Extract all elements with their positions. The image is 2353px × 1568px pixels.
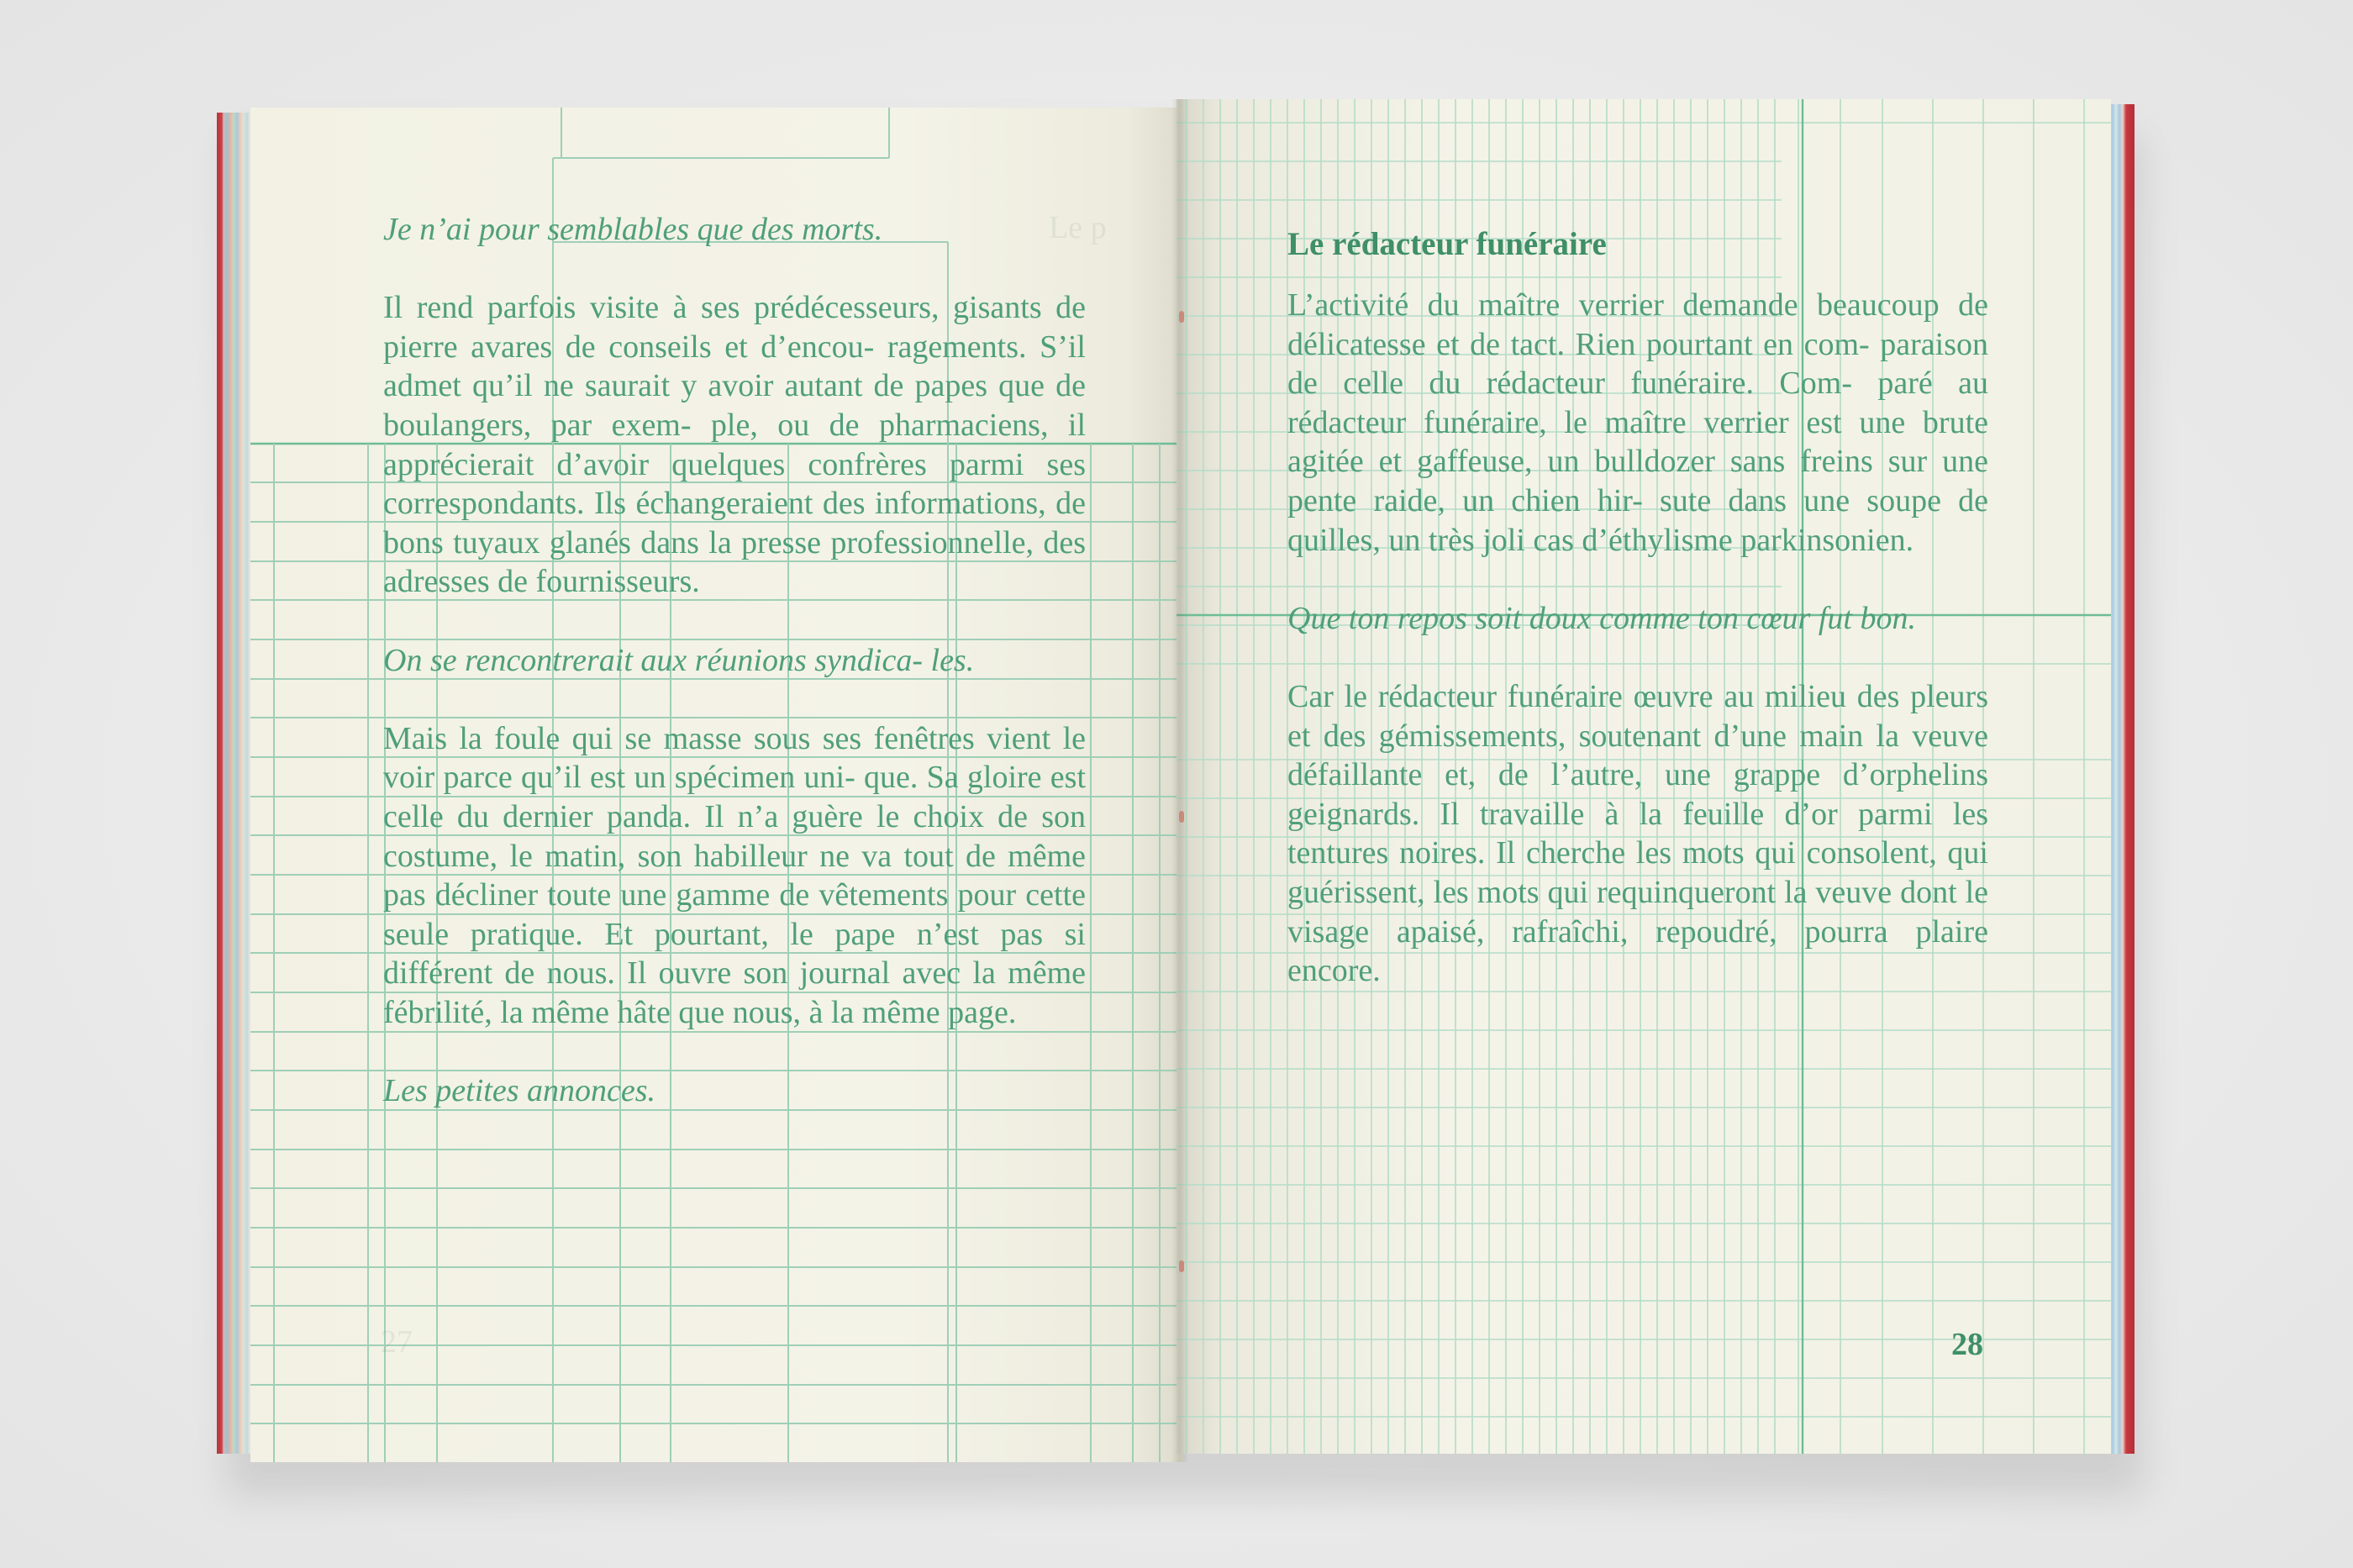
paragraph-spacer (1287, 638, 1988, 677)
left-paragraph-1: Il rend parfois visite à ses prédécesseurs, gisants de pierre avares de conseils et d’encou- ragements. S’il admet qu’il ne saurait y avoir autant de papes que de boulangers, par exem- ple, ou de pharmaciens, il apprécierait d’avoir quelques confrères parmi ses correspondants. Ils échangeraient des informations, de bons tuyaux glanés dans la presse professionnelle, des adresses de fournisseurs. (383, 290, 1086, 600)
book-gutter (1171, 99, 1188, 1462)
right-page (1176, 99, 2111, 1454)
show-through-text: Le p (1049, 210, 1107, 245)
paragraph-spacer (1287, 560, 1988, 599)
left-quote-2: On se rencontrerait aux réunions syndica- les. (383, 642, 975, 678)
left-page-text (383, 210, 1086, 1111)
right-paragraph-2: Car le rédacteur funéraire œuvre au milieu des pleurs et des gémissements, soutenant d’une main la veuve défaillante et, de l’autre, une grappe d’orphelins geignards. Il travaille à la feuille d’or parmi les tentures noires. Il cherche les mots qui consolent, qui guérissent, les mots qui requinqueront la veuve dont le visage apaisé, rafraîchi, repoudré, pourra plaire encore. (1287, 678, 1988, 989)
binding-stitch-top (1179, 311, 1184, 323)
binding-stitch-middle (1179, 811, 1184, 823)
right-quote: Que ton repos soit doux comme ton cœur fut bon. (1287, 600, 1916, 636)
left-quote-3: Les petites annonces. (383, 1073, 656, 1109)
right-page-heading: Le rédacteur funéraire (1287, 226, 1607, 262)
left-quote-1: Je n’ai pour semblables que des morts. (383, 212, 883, 247)
show-through-folio: 27 (381, 1324, 413, 1360)
paragraph-spacer (383, 680, 1086, 719)
page-number: 28 (1951, 1327, 1983, 1362)
left-paragraph-2: Mais la foule qui se masse sous ses fenêtres vient le voir parce qu’il est un spécimen uni- que. Sa gloire est celle du dernier panda. Il n’a guère le choix de son costume, le matin, son habilleur ne va tout de même pas décliner toute une gamme de vêtements pour cette seule pratique. Et pourtant, le pape n’est pas si différent de nous. Il ouvre son journal avec la même fébrilité, la même hâte que nous, à la même page. (383, 720, 1086, 1030)
left-page (250, 108, 1183, 1462)
right-paragraph-1: L’activité du maître verrier demande beaucoup de délicatesse et de tact. Rien pourtant en com- paraison de celle du rédacteur funéraire. Com- paré au rédacteur funéraire, le maître verrier est une brute agitée et gaffeuse, un bulldozer sans freins sur une pente raide, un chien hir- sute dans une soupe de quilles, un très joli cas d’éthylisme parkinsonien. (1287, 287, 1988, 558)
binding-stitch-bottom (1179, 1260, 1184, 1272)
right-page-text (1287, 286, 1988, 991)
paragraph-spacer (383, 1032, 1086, 1071)
paragraph-spacer (383, 250, 1086, 289)
paragraph-spacer (383, 602, 1086, 641)
